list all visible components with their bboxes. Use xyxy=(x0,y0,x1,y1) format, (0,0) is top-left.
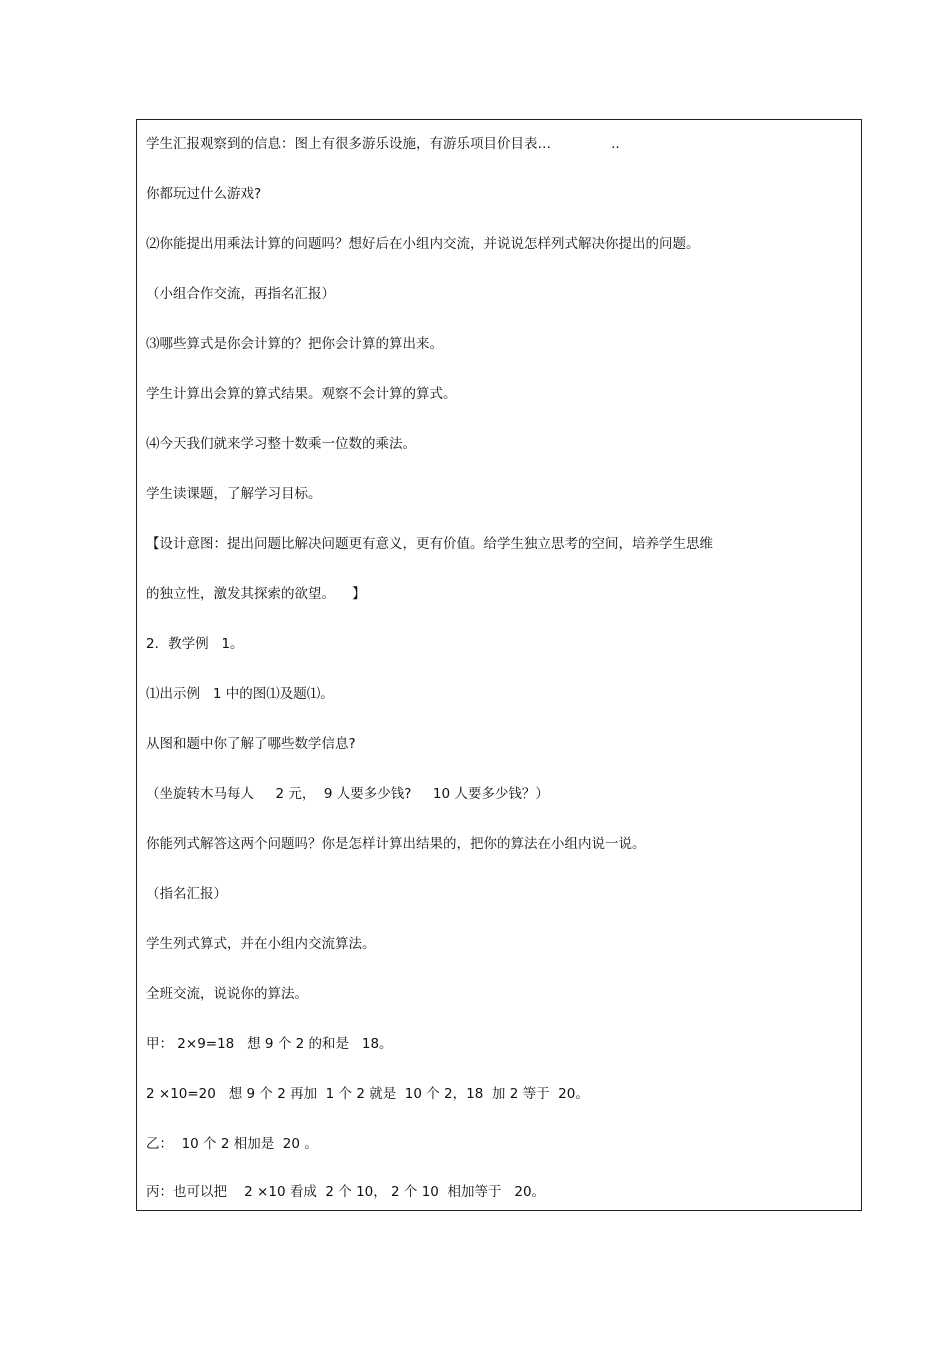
text-line-4: （小组合作交流，再指名汇报） xyxy=(146,286,335,302)
text-line-8: 学生读课题，了解学习目标。 xyxy=(146,486,322,502)
text-line-2: 你都玩过什么游戏? xyxy=(146,186,262,202)
text-line-15: 你能列式解答这两个问题吗？你是怎样计算出结果的，把你的算法在小组内说一说。 xyxy=(146,836,646,852)
text-line-11: 2．教学例 1。 xyxy=(146,636,244,652)
text-line-5: ⑶哪些算式是你会计算的？把你会计算的算出来。 xyxy=(146,336,443,352)
text-line-19: 甲： 2×9=18 想 9 个 2 的和是 18。 xyxy=(146,1036,393,1052)
text-line-14: （坐旋转木马每人 2 元， 9 人要多少钱? 10 人要多少钱？） xyxy=(146,786,549,802)
text-line-17: 学生列式算式，并在小组内交流算法。 xyxy=(146,936,376,952)
text-line-13: 从图和题中你了解了哪些数学信息? xyxy=(146,736,356,752)
text-line-10: 的独立性，激发其探索的欲望。 】 xyxy=(146,586,366,602)
text-line-3: ⑵你能提出用乘法计算的问题吗？想好后在小组内交流，并说说怎样列式解决你提出的问题。 xyxy=(146,236,700,252)
text-line-9: 【设计意图：提出问题比解决问题更有意义，更有价值。给学生独立思考的空间，培养学生思维 xyxy=(146,536,713,552)
text-line-21: 乙： 10 个 2 相加是 20 。 xyxy=(146,1136,318,1152)
text-line-1: 学生汇报观察到的信息：图上有很多游乐设施，有游乐项目价目表… .. xyxy=(146,136,620,152)
text-line-12: ⑴出示例 1 中的图⑴及题⑴。 xyxy=(146,686,334,702)
text-line-7: ⑷今天我们就来学习整十数乘一位数的乘法。 xyxy=(146,436,416,452)
text-line-22: 丙：也可以把 2 ×10 看成 2 个 10， 2 个 10 相加等于 20。 xyxy=(146,1184,546,1200)
text-line-6: 学生计算出会算的算式结果。观察不会计算的算式。 xyxy=(146,386,457,402)
text-line-16: （指名汇报） xyxy=(146,886,227,902)
text-line-18: 全班交流，说说你的算法。 xyxy=(146,986,308,1002)
text-line-20: 2 ×10=20 想 9 个 2 再加 1 个 2 就是 10 个 2，18 加 2 等于 20。 xyxy=(146,1086,589,1102)
document-frame xyxy=(136,119,862,1211)
